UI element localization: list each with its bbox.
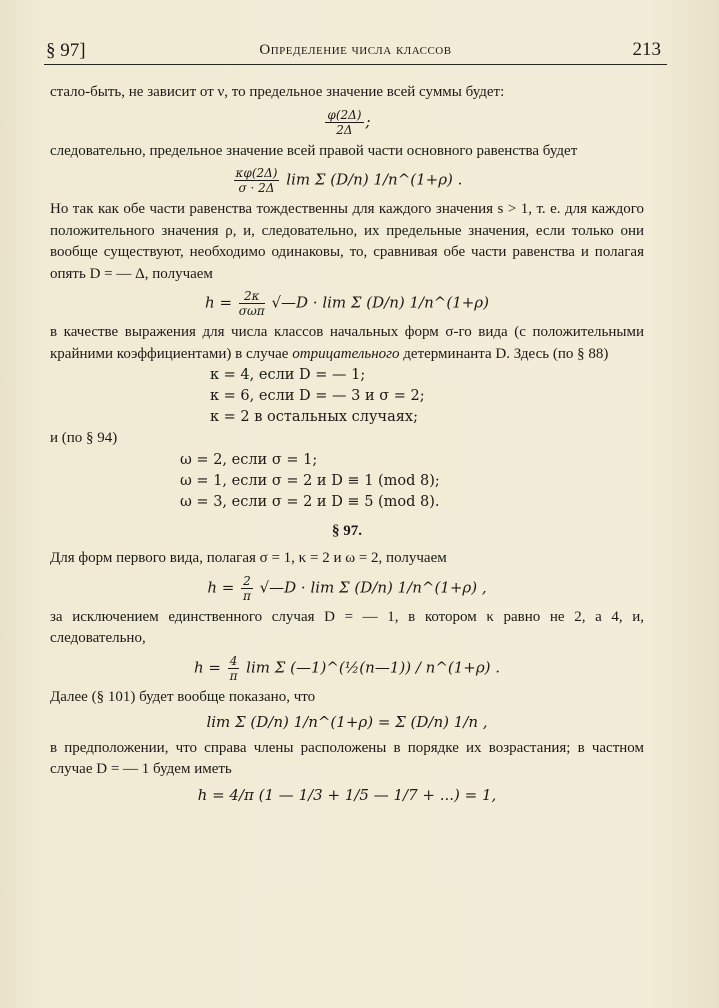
- eq2-denominator: σ · 2Δ: [238, 181, 275, 195]
- eq2-numerator: κφ(2Δ): [235, 166, 278, 180]
- eq5-denominator: π: [229, 668, 238, 683]
- eq4-numerator: 2: [243, 573, 251, 588]
- running-title: Определение числа классов: [259, 42, 452, 58]
- eq3-denominator: σωπ: [238, 304, 265, 318]
- eq5-numerator: 4: [229, 653, 238, 668]
- case-line: κ = 4, если D = — 1;: [210, 367, 366, 383]
- page-number: 213: [632, 39, 661, 60]
- paragraph-9: в предположении, что справа члены расположены в порядке их возрастания; в частном случае D = — 1 будем иметь: [50, 739, 644, 777]
- case-line: κ = 6, если D = — 3 и σ = 2;: [210, 388, 425, 404]
- equation-1: [50, 108, 644, 137]
- equation-3: [50, 289, 644, 318]
- paragraph-1: стало-быть, не зависит от ν, то предельное значение всей суммы будет:: [50, 84, 505, 100]
- eq1-tail: ;: [365, 112, 371, 130]
- equation-4: [50, 574, 644, 603]
- paragraph-4-emphasis: отрицательного: [292, 345, 400, 362]
- paragraph-7: за исключением единственного случая D = — 1, в котором κ равно не 2, а 4, и, следовательно,: [50, 608, 644, 646]
- paragraph-4: [50, 322, 644, 365]
- eq1-denominator: 2Δ: [336, 122, 353, 137]
- page-body: [50, 82, 644, 810]
- eq1-numerator: φ(2Δ): [327, 107, 362, 122]
- paragraph-4-a: в качестве выражения для числа классов начальных форм σ-го вида (с положительными крайними коэффициентами) в случае: [50, 324, 644, 362]
- case-line: ω = 2, если σ = 1;: [180, 451, 318, 468]
- paragraph-6: Для форм первого вида, полагая σ = 1, κ = 2 и ω = 2, получаем: [50, 550, 447, 566]
- paragraph-8: Далее (§ 101) будет вообще показано, что: [50, 688, 316, 705]
- omega-cases: [180, 450, 644, 513]
- eq2-rest: lim Σ (D/n) 1/n^(1+ρ) .: [286, 170, 463, 189]
- equation-7: h = 4/π (1 — 1/3 + 1/5 — 1/7 + ...) = 1,: [197, 785, 497, 804]
- kappa-cases: [210, 365, 644, 428]
- eq4-denominator: π: [243, 588, 251, 603]
- eq3-numerator: 2κ: [239, 289, 265, 304]
- paragraph-2: следовательно, предельное значение всей правой части основного равенства будет: [50, 142, 578, 159]
- eq5-lhs: h =: [193, 658, 221, 676]
- section-reference: § 97]: [46, 40, 86, 61]
- eq3-lhs: h =: [205, 293, 233, 312]
- eq4-lhs: h =: [207, 578, 235, 596]
- eq3-rest: √—D · lim Σ (D/n) 1/n^(1+ρ): [271, 293, 489, 312]
- equation-6: lim Σ (D/n) 1/n^(1+ρ) = Σ (D/n) 1/n ,: [206, 713, 488, 731]
- paragraph-4-b: детерминанта D. Здесь (по § 88): [403, 345, 609, 362]
- eq5-rest: lim Σ (—1)^(½(n—1)) / n^(1+ρ) .: [246, 658, 501, 676]
- case-line: κ = 2 в остальных случаях;: [210, 409, 418, 425]
- paragraph-3: Но так как обе части равенства тождественны для каждого значения s > 1, т. е. для каждого положительного значения ρ, и, следовательно, их предельные значения, если только они вообще существуют, необходимо одинаковы, то, сравнивая обе части равенства и полагая опять D = — Δ, получаем: [50, 201, 644, 282]
- equation-2: [50, 166, 644, 195]
- case-line: ω = 1, если σ = 2 и D ≡ 1 (mod 8);: [180, 472, 440, 489]
- equation-5: [50, 654, 644, 683]
- case-line: ω = 3, если σ = 2 и D ≡ 5 (mod 8).: [180, 493, 440, 510]
- section-heading: § 97.: [332, 522, 362, 539]
- eq4-rest: √—D · lim Σ (D/n) 1/n^(1+ρ) ,: [259, 578, 487, 596]
- running-header: [44, 38, 667, 65]
- paragraph-5: и (по § 94): [50, 430, 118, 446]
